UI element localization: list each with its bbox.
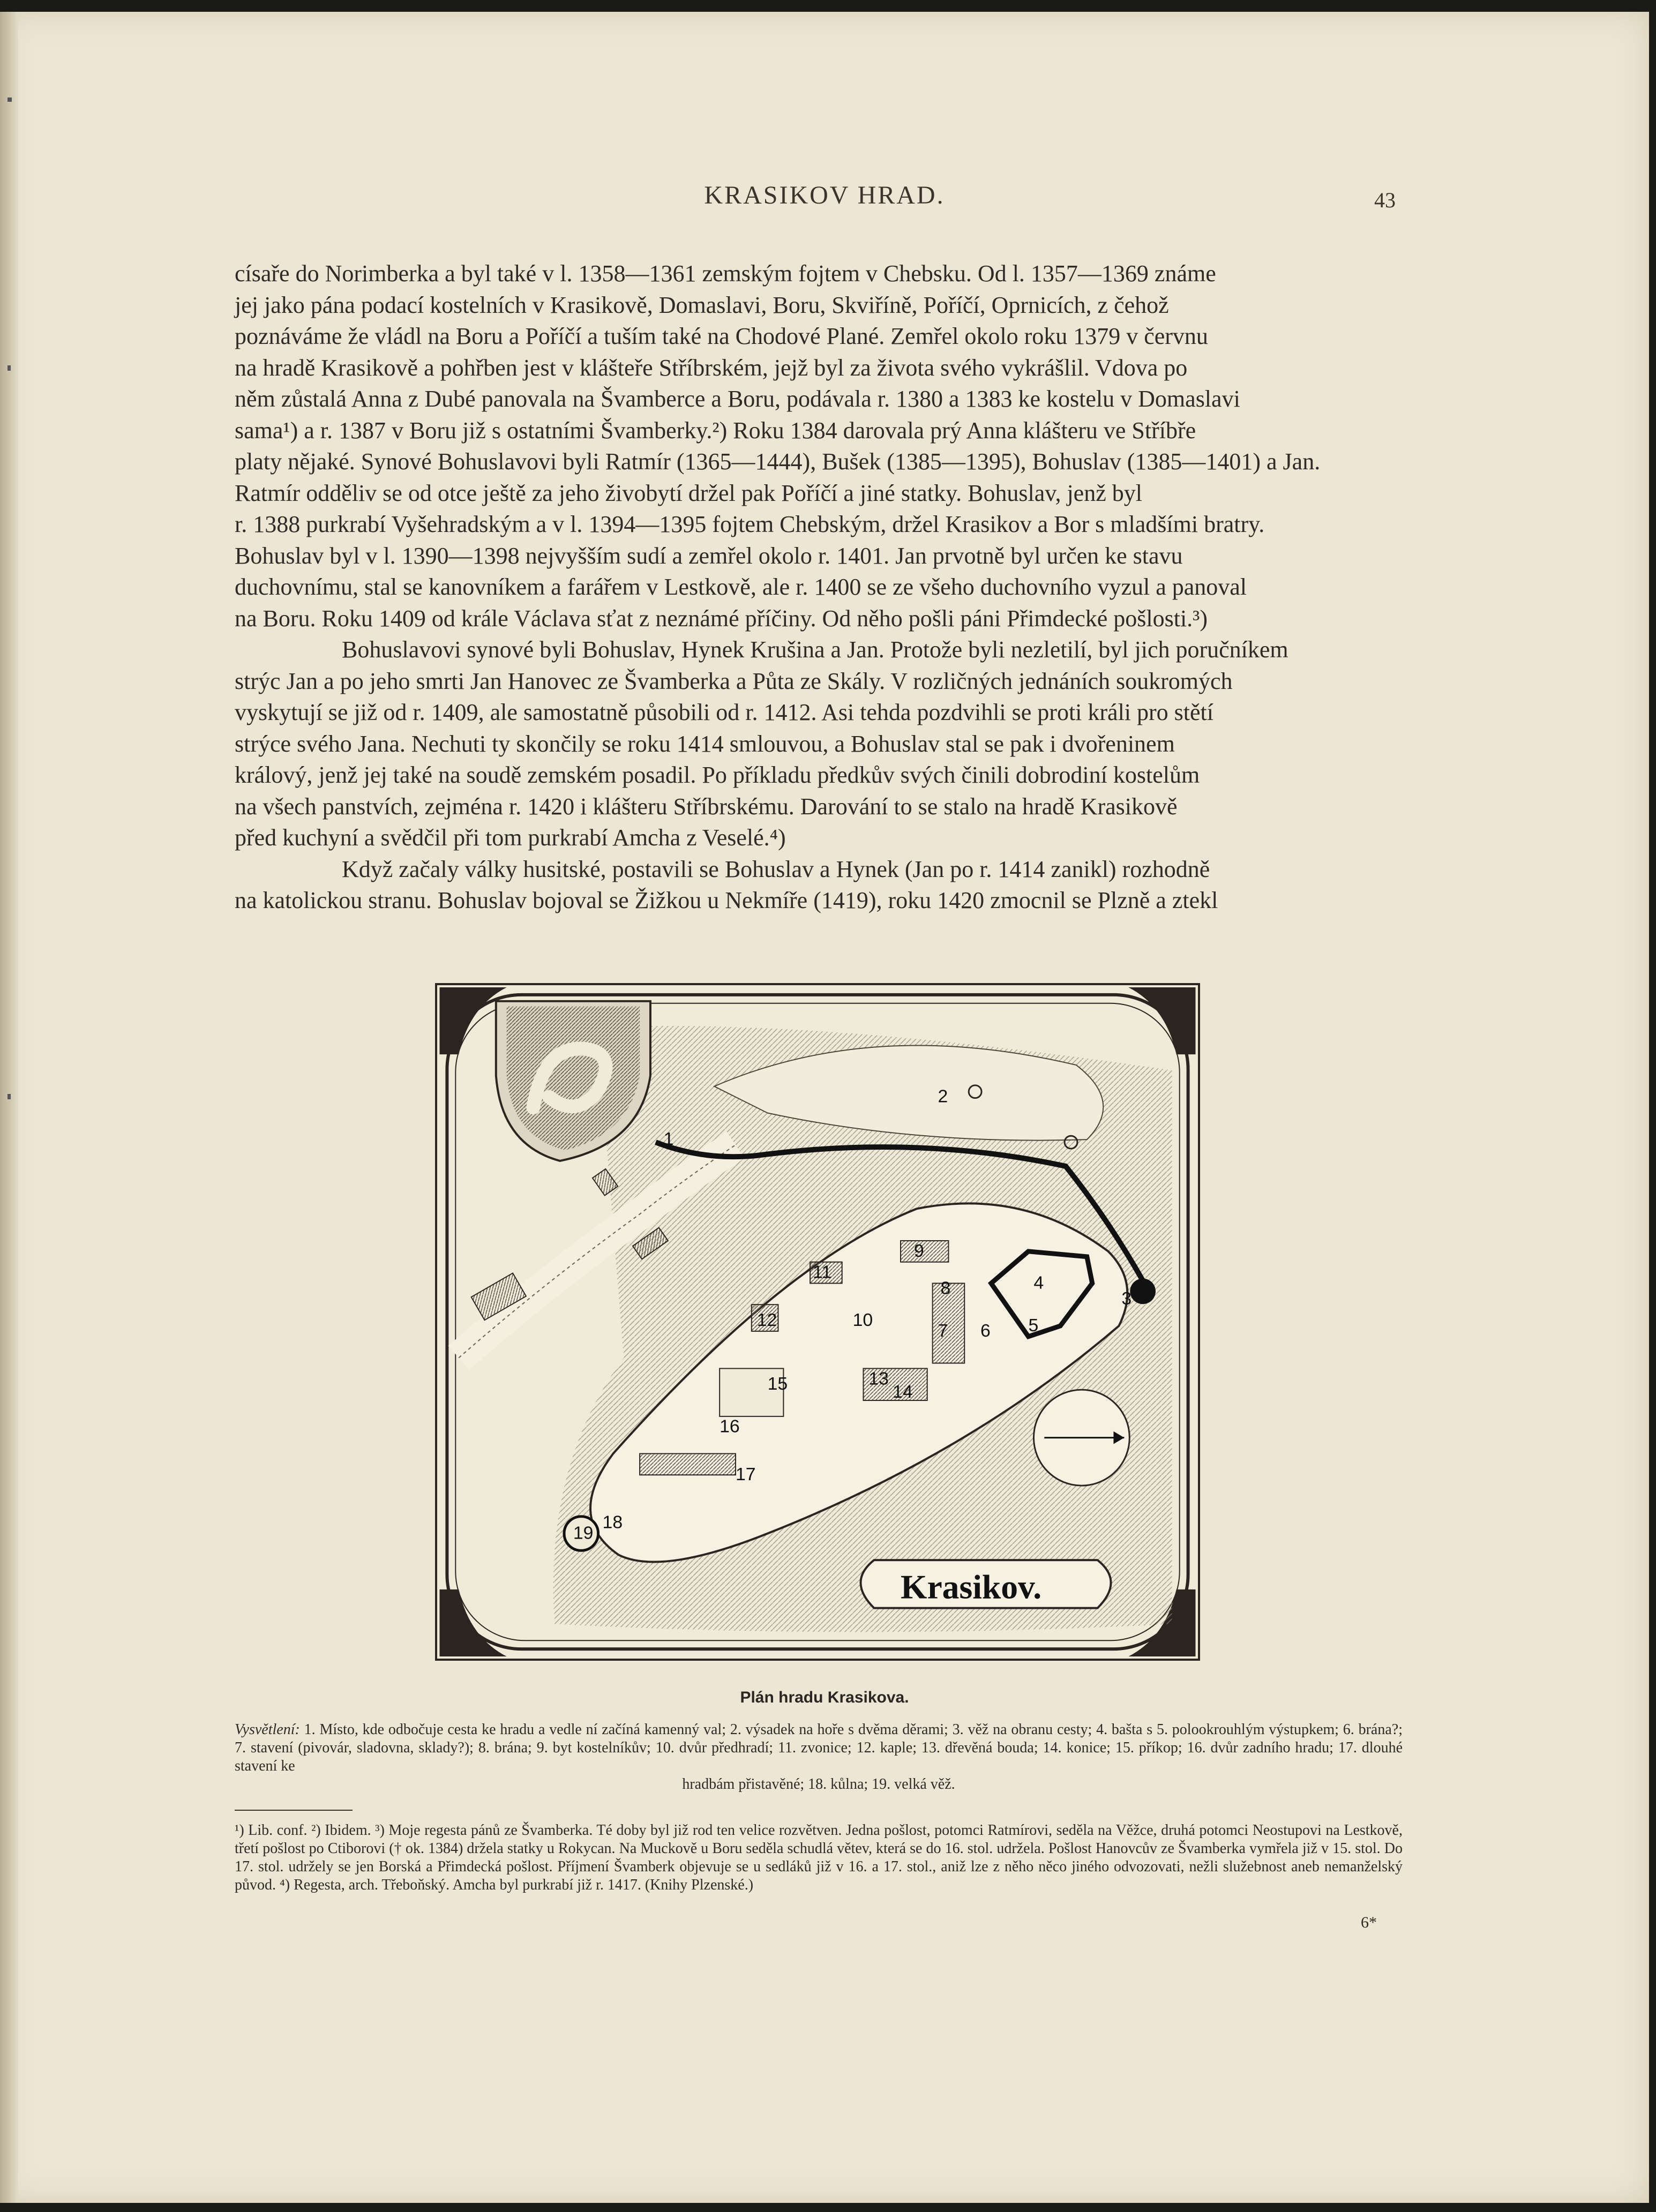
body-line: strýc Jan a po jeho smrti Jan Hanovec ze Švamberka a Půta ze Skály. V rozličných jednáních soukromých	[235, 668, 1233, 694]
corner-ornament	[1128, 987, 1195, 1054]
castle-plan-figure	[435, 983, 1200, 1661]
running-title: KRASIKOV HRAD.	[704, 181, 945, 209]
body-text	[235, 258, 1403, 917]
building-9	[901, 1241, 948, 1262]
edge-mark	[8, 98, 12, 102]
plan-label: 9	[913, 1240, 924, 1261]
plan-label: 17	[735, 1464, 756, 1485]
body-line: něm zůstalá Anna z Dubé panovala na Švamberce a Boru, podávala r. 1380 a 1383 ke kostelu v Domaslavi	[235, 386, 1240, 412]
plan-label: 4	[1033, 1272, 1044, 1293]
plan-label: 2	[938, 1086, 948, 1107]
edge-mark	[8, 1094, 11, 1099]
body-line: Bohuslavovi synové byli Bohuslav, Hynek Krušina a Jan. Protože byli nezletilí, byl jich poručníkem	[342, 636, 1288, 663]
castle-plan-drawing	[437, 985, 1198, 1659]
plan-label: 14	[893, 1382, 913, 1403]
corner-ornament	[439, 1589, 506, 1656]
plan-label: 1	[663, 1129, 674, 1150]
page-number: 43	[1374, 188, 1396, 212]
body-line: jej jako pána podací kostelních v Krasikově, Domaslavi, Boru, Skviříně, Poříčí, Oprnicích, z čehož	[235, 291, 1169, 318]
plan-label: 18	[602, 1512, 623, 1533]
plan-label: 8	[940, 1278, 951, 1299]
body-line: sama¹) a r. 1387 v Boru již s ostatními Švamberky.²) Roku 1384 darovala prý Anna klášteru ve Stříbře	[235, 417, 1196, 444]
body-line: poznáváme že vládl na Boru a Poříčí a tuším také na Chodové Plané. Zemřel okolo roku 1379 v červnu	[235, 323, 1208, 349]
body-line: r. 1388 purkrabí Vyšehradským a v l. 1394—1395 fojtem Chebským, držel Krasikov a Bor s mladšími bratry.	[235, 511, 1265, 537]
plan-label: 6	[980, 1320, 991, 1341]
figure-legend	[235, 1721, 1403, 1794]
signature-mark: 6*	[1361, 1914, 1377, 1931]
plan-label: 16	[720, 1416, 740, 1437]
plan-label: 11	[813, 1262, 832, 1283]
legend-label: Vysvětlení:	[235, 1721, 300, 1738]
plan-label: 10	[852, 1309, 873, 1330]
plan-label: 3	[1121, 1288, 1132, 1309]
plan-label: 7	[938, 1320, 948, 1341]
plan-label: 19	[573, 1523, 594, 1543]
long-building-17	[640, 1453, 736, 1475]
body-line: strýce svého Jana. Nechuti ty skončily se roku 1414 smlouvou, a Bohuslav stal se pak i dvořeninem	[235, 730, 1175, 757]
plan-label: 15	[767, 1374, 788, 1394]
body-line: vyskytují se již od r. 1409, ale samostatně působili od r. 1412. Asi tehda pozdvihli se proti králi pro stětí	[235, 699, 1214, 725]
legend-text-last: hradbám přistavěné; 18. kůlna; 19. velká věž.	[682, 1776, 955, 1793]
footnote-rule	[235, 1810, 353, 1811]
body-line: duchovnímu, stal se kanovníkem a farářem v Lestkově, ale r. 1400 se ze všeho duchovního vyzul a panoval	[235, 574, 1247, 600]
body-line: na katolickou stranu. Bohuslav bojoval se Žižkou u Nekmíře (1419), roku 1420 zmocnil se Plzně a ztekl	[235, 887, 1218, 913]
body-line: králový, jenž jej také na soudě zemském posadil. Po příkladu předkův svých činili dobrodiní kostelům	[235, 762, 1200, 788]
body-line: před kuchyní a svědčil při tom purkrabí Amcha z Veselé.⁴)	[235, 824, 786, 851]
body-line: na všech panstvích, zejména r. 1420 i klášteru Stříbrskému. Darování to se stalo na hradě Krasikově	[235, 793, 1178, 820]
footnotes: ¹) Lib. conf. ²) Ibidem. ³) Moje regesta pánů ze Švamberka. Té doby byl již rod ten velice rozvětven. Jedna pošlost, potomci Ratmírovi, seděla na Věžce, druhá potomci Neostupovi na Lestkově, třetí pošlost po Ctiborovi († ok. 1384) držela statky u Rokycan. Na Muckově u Boru seděla schudlá větev, která se do 16. stol. udržela. Pošlost Hanovcův ze Švamberka vymřela již v 15. stol. Do 17. stol. udržely se jen Borská a Přimdecká pošlost. Příjmení Švamberk objevuje se u sedláků již v 16. a 17. stol., aniž lze z něho něco jiného odvozovati, nežli služebnost aneb nemanželský původ. ⁴) Regesta, arch. Třeboňský. Amcha byl purkrabí již r. 1417. (Knihy Plzenské.)	[235, 1822, 1403, 1893]
tower-3-icon	[1130, 1279, 1156, 1304]
body-line: císaře do Norimberka a byl také v l. 1358—1361 zemským fojtem v Chebsku. Od l. 1357—1369 známe	[235, 260, 1216, 287]
edge-mark	[8, 365, 11, 371]
body-line: Ratmír odděliv se od otce ještě za jeho živobytí držel pak Poříčí a jiné statky. Bohuslav, jenž byl	[235, 479, 1142, 506]
page-gutter	[0, 12, 18, 2203]
legend-text: 1. Místo, kde odbočuje cesta ke hradu a vedle ní začíná kamenný val; 2. výsadek na hoře s dvěma děrami; 3. věž na obranu cesty; 4. bašta s 5. polookrouhlým výstupkem; 6. brána?; 7. stavení (pivovár, sladovna, sklady?); 8. brána; 9. byt kostelníkův; 10. dvůr předhradí; 11. zvonice; 12. kaple; 13. dřevěná bouda; 14. konice; 15. příkop; 16. dvůr zadního hradu; 17. dlouhé stavení ke	[235, 1721, 1403, 1774]
body-line: na hradě Krasikově a pohřben jest v klášteře Stříbrském, jejž byl za života svého vykrášlil. Vdova po	[235, 354, 1188, 381]
body-line: Bohuslav byl v l. 1390—1398 nejvyšším sudí a zemřel okolo r. 1401. Jan prvotně byl určen ke stavu	[235, 542, 1183, 569]
book-page	[0, 12, 1649, 2203]
figure-caption: Plán hradu Krasikova.	[740, 1689, 909, 1706]
plan-label: 5	[1028, 1315, 1039, 1336]
body-line: Když začaly války husitské, postavili se Bohuslav a Hynek (Jan po r. 1414 zanikl) rozhodně	[342, 856, 1210, 882]
plan-label: 12	[756, 1309, 777, 1330]
plan-label: 13	[868, 1368, 889, 1389]
cartouche-title: Krasikov.	[901, 1568, 1042, 1606]
body-line: platy nějaké. Synové Bohuslavovi byli Ratmír (1365—1444), Bušek (1385—1395), Bohuslav (1385—1401) a Jan.	[235, 448, 1321, 475]
body-line: na Boru. Roku 1409 od krále Václava sťat z neznámé příčiny. Od něho pošli páni Přimdecké pošlosti.³)	[235, 605, 1208, 632]
